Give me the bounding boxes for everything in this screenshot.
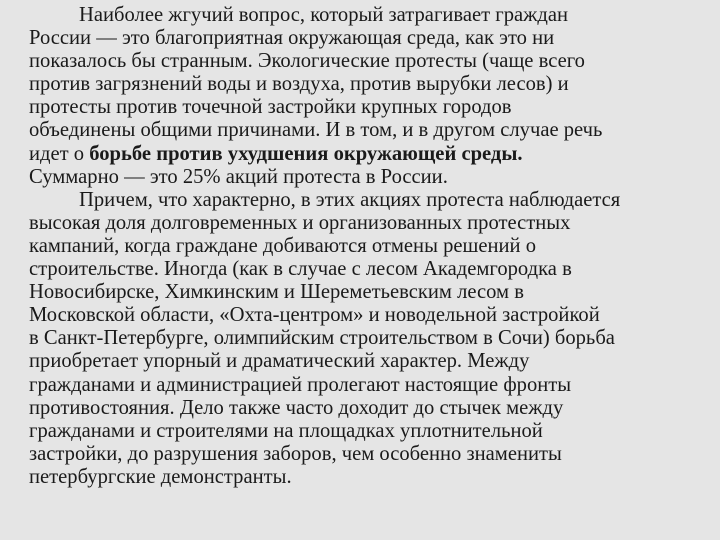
text-line: застройки, до разрушения заборов, чем особенно знамениты [29,442,562,465]
text-line: в Санкт-Петербурге, олимпийским строительством в Сочи) борьба [29,327,615,350]
text-line: объединены общими причинами. И в том, и в другом случае речь [29,119,603,142]
text-line: противостояния. Дело также часто доходит до стычек между [29,396,564,419]
body-text [29,4,719,489]
text-line: показалось бы странным. Экологические протесты (чаще всего [29,50,585,73]
text-line: протесты против точечной застройки крупных городов [29,96,512,119]
text-line: против загрязнений воды и воздуха, против вырубки лесов) и [29,73,569,96]
bold-emphasis: борьбе против ухудшения окружающей среды. [89,142,523,165]
text-line: кампаний, когда граждане добиваются отмены решений о [29,234,537,257]
text-line: строительстве. Иногда (как в случае с лесом Академгородка в [29,258,572,281]
text-line: Причем, что характерно, в этих акциях протеста наблюдается [79,188,621,211]
text-fragment: идет о [29,142,90,165]
text-line: Суммарно — это 25% акций протеста в России. [29,165,448,188]
text-line: Московской области, «Охта-центром» и новодельной застройкой [29,304,600,327]
paragraph-long-term-campaigns [29,189,719,489]
text-line: приобретает упорный и драматический характер. Между [29,350,530,373]
text-line: гражданами и строителями на площадках уплотнительной [29,419,543,442]
paragraph-ecology-protests [29,4,719,189]
text-line [29,143,719,166]
text-line: Наиболее жгучий вопрос, который затрагивает граждан [79,4,569,26]
text-line: петербургские демонстранты. [29,465,292,488]
text-line: высокая доля долговременных и организованных протестных [29,211,571,234]
text-line: Новосибирске, Химкинским и Шереметьевским лесом в [29,281,524,304]
text-line: России — это благоприятная окружающая среда, как это ни [29,27,555,50]
text-line: гражданами и администрацией пролегают настоящие фронты [29,373,572,396]
